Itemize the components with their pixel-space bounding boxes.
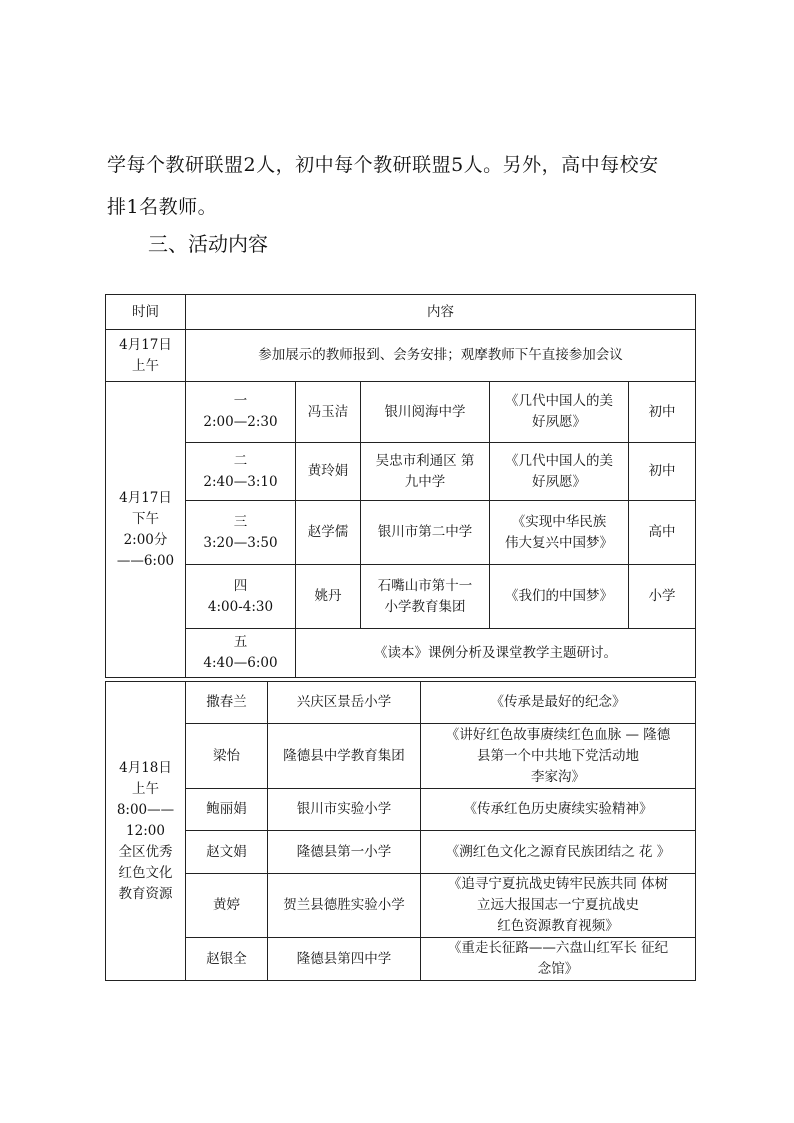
time-line: ——6:00 <box>116 552 175 569</box>
school-line: 九中学 <box>404 473 446 490</box>
table-row <box>106 789 696 831</box>
school-cell: 银川阅海中学 <box>361 382 490 443</box>
school-cell: 兴庆区景岳小学 <box>268 682 421 724</box>
session-number: 三 <box>233 513 248 530</box>
teacher-cell: 冯玉洁 <box>296 382 361 443</box>
table-row <box>106 682 696 724</box>
title-cell: 《传承红色历史赓续实验精神》 <box>421 789 696 831</box>
title-cell: 《传承是最好的纪念》 <box>421 682 696 724</box>
level-cell: 初中 <box>629 382 696 443</box>
session-cell <box>186 565 296 629</box>
school-cell: 银川市第二中学 <box>361 501 490 565</box>
session-time: 3:20—3:50 <box>203 534 278 551</box>
name-cell: 撒春兰 <box>186 682 268 724</box>
teacher-cell: 赵学儒 <box>296 501 361 565</box>
table-row <box>106 724 696 789</box>
session-number: 二 <box>233 452 248 469</box>
school-line: 石嘴山市第十一 <box>377 577 473 594</box>
topic-cell <box>490 501 629 565</box>
time-line: 下午 <box>132 510 159 527</box>
title-line: 李家沟》 <box>531 768 585 785</box>
title-cell <box>421 938 696 981</box>
topic-line: 《几代中国人的美 <box>505 393 613 409</box>
content-cell: 参加展示的教师报到、会务安排；观摩教师下午直接参加会议 <box>186 330 696 382</box>
session-time: 2:00—2:30 <box>203 414 278 430</box>
topic-cell <box>490 382 629 443</box>
section-heading: 三、活动内容 <box>148 232 268 256</box>
topic-line: 《实现中华民族 <box>511 513 607 530</box>
topic-line: 好夙愿》 <box>532 414 586 430</box>
topic-line: 伟大复兴中国梦》 <box>505 534 613 551</box>
name-cell: 梁怡 <box>186 724 268 789</box>
teacher-cell: 黄玲娟 <box>296 443 361 501</box>
topic-line: 好夙愿》 <box>532 473 586 490</box>
session-time: 2:40—3:10 <box>203 473 278 490</box>
time-line: 红色文化 <box>118 864 173 881</box>
time-line: 上午 <box>132 357 159 374</box>
session-number: 五 <box>233 634 248 650</box>
title-line: 《讲好红色故事赓续红色血脉 — 隆德 <box>445 726 671 743</box>
title-line: 红色资源教育视频》 <box>497 918 619 934</box>
table-header-row <box>106 295 696 330</box>
table-row <box>106 938 696 981</box>
table-row <box>106 831 696 874</box>
session-cell <box>186 629 296 678</box>
time-line: 4月17日 <box>119 336 172 353</box>
table-row <box>106 382 696 443</box>
topic-cell <box>490 443 629 501</box>
time-line: 上午 <box>132 780 159 797</box>
session-number: 四 <box>233 577 248 594</box>
teacher-cell: 姚丹 <box>296 565 361 629</box>
session-number: 一 <box>233 393 248 409</box>
session-cell <box>186 501 296 565</box>
table-row <box>106 565 696 629</box>
school-cell: 隆德县第一小学 <box>268 831 421 874</box>
header-content: 内容 <box>186 295 696 330</box>
time-cell <box>106 682 186 981</box>
table-row <box>106 501 696 565</box>
session-time: 4:00-4:30 <box>207 598 274 615</box>
name-cell: 黄婷 <box>186 874 268 938</box>
school-cell: 隆德县第四中学 <box>268 938 421 981</box>
table-row <box>106 443 696 501</box>
table-row <box>106 330 696 382</box>
level-cell: 小学 <box>629 565 696 629</box>
topic-line: 《几代中国人的美 <box>505 452 613 469</box>
title-line: 《追寻宁夏抗战史铸牢民族共同 体树 <box>447 876 669 892</box>
table-row <box>106 874 696 938</box>
time-cell <box>106 330 186 382</box>
time-line: 4月17日 <box>119 489 172 506</box>
header-time: 时间 <box>106 295 186 330</box>
school-cell <box>361 565 490 629</box>
session-cell <box>186 443 296 501</box>
level-cell: 高中 <box>629 501 696 565</box>
name-cell: 鲍丽娟 <box>186 789 268 831</box>
time-line: 4月18日 <box>119 759 172 776</box>
title-cell <box>421 724 696 789</box>
time-line: 8:00—— <box>116 801 175 818</box>
session-time: 4:40—6:00 <box>203 655 278 671</box>
intro-line-2: 排1名教师。 <box>107 196 218 218</box>
table-row <box>106 629 696 678</box>
time-cell <box>106 382 186 678</box>
title-line: 《重走长征路——六盘山红军长 征纪 <box>447 940 669 956</box>
intro-line-1: 学每个教研联盟2人，初中每个教研联盟5人。另外，高中每校安 <box>107 154 659 176</box>
time-line: 教育资源 <box>118 885 173 902</box>
content-cell: 《读本》课例分析及课堂教学主题研讨。 <box>296 629 696 678</box>
school-cell: 银川市实验小学 <box>268 789 421 831</box>
title-line: 念馆》 <box>537 961 579 977</box>
topic-cell: 《我们的中国梦》 <box>490 565 629 629</box>
level-cell: 初中 <box>629 443 696 501</box>
school-cell <box>361 443 490 501</box>
name-cell: 赵银全 <box>186 938 268 981</box>
name-cell: 赵文娟 <box>186 831 268 874</box>
school-line: 小学教育集团 <box>384 598 466 615</box>
session-cell <box>186 382 296 443</box>
schedule-table-day1 <box>105 294 696 678</box>
school-cell: 贺兰县德胜实验小学 <box>268 874 421 938</box>
title-line: 县第一个中共地下党活动地 <box>477 747 639 764</box>
time-line: 12:00 <box>126 822 165 839</box>
school-cell: 隆德县中学教育集团 <box>268 724 421 789</box>
schedule-table-day2 <box>105 681 696 981</box>
school-line: 吴忠市利通区 第 <box>375 452 475 469</box>
title-cell <box>421 874 696 938</box>
time-line: 全区优秀 <box>118 843 173 860</box>
title-line: 立远大报国志一宁夏抗战史 <box>477 897 639 913</box>
title-cell: 《溯红色文化之源育民族团结之 花 》 <box>421 831 696 874</box>
time-line: 2:00分 <box>123 531 168 548</box>
